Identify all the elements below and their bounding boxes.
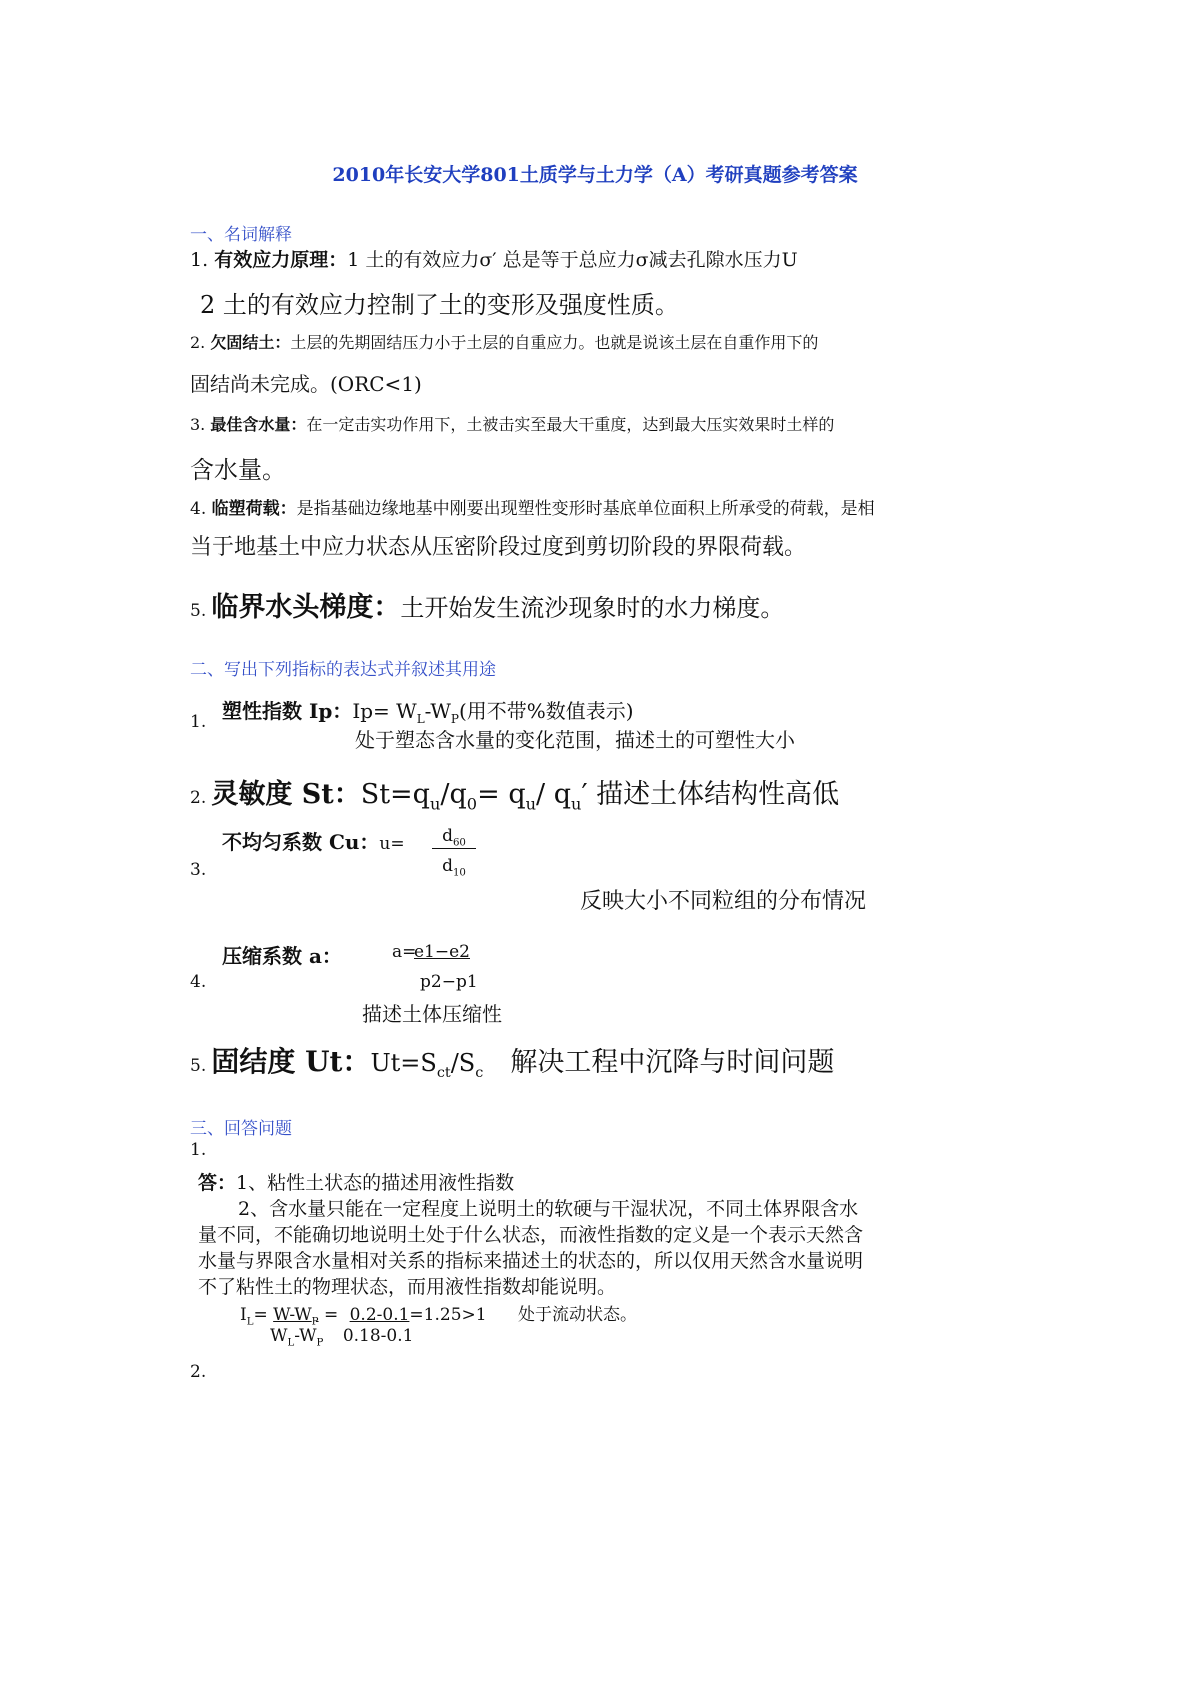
question-2-number: 2. [190,1362,207,1382]
answer-line-3: 量不同，不能确切地说明土处于什么状态，而液性指数的定义是一个表示天然含 [198,1224,864,1246]
item-number: 5. [190,1056,207,1076]
answer-line-4: 水量与界限含水量相对关系的指标来描述土的状态的，所以仅用天然含水量说明 [198,1250,864,1272]
definition: 在一定击实功作用下，土被击实至最大干重度，达到最大压实效果时土样的 [306,415,835,434]
section-1-heading: 一、名词解释 [190,225,292,245]
s1-item-2-line-1 [190,330,818,353]
answer-line-5: 不了粘性土的物理状态，而用液性指数却能说明。 [198,1276,617,1298]
definition: 是指基础边缘地基中刚要出现塑性变形时基底单位面积上所承受的荷载，是相 [296,499,875,519]
cu-numerator: $d_{60}$ [432,826,476,849]
item-number: 5. [190,601,207,621]
term: 固结度 Ut： [211,1045,371,1078]
s1-item-3-line-2: 含水量。 [190,456,286,484]
s2-item-3-formula: 不均匀系数 Cu：u= [222,830,405,854]
section-2-heading: 二、写出下列指标的表达式并叙述其用途 [190,660,496,680]
s2-item-1-formula: 塑性指数 Ip：$Ip= W_L-W_P$(用不带%数值表示) [222,699,634,726]
s1-item-5 [190,585,784,624]
s1-item-4-line-1 [190,494,875,519]
definition: 土层的先期固结压力小于土层的自重应力。也就是说该土层在自重作用下的 [290,333,819,352]
liquidity-formula-denominators: $W_L-W_P$ 0.18-0.1 [270,1326,414,1349]
s1-item-1-line-1 [190,245,798,272]
s1-item-1-line-2: 2 土的有效应力控制了土的变形及强度性质。 [200,291,679,319]
s2-item-1-number: 1. [190,712,207,732]
answer-line-2: 2、含水量只能在一定程度上说明土的软硬与干湿状况，不同土体界限含水 [238,1198,859,1220]
term: 塑性指数 Ip： [222,699,353,723]
section-3-heading: 三、回答问题 [190,1119,292,1139]
term: 灵敏度 St： [211,779,361,810]
item-number: 2. [190,333,206,352]
item-number: 1. [190,249,209,271]
term: 欠固结土： [210,333,291,352]
term: 压缩系数 a： [222,944,342,968]
page-title: 2010年长安大学801土质学与土力学（A）考研真题参考答案 [332,164,858,186]
term: 临界水头梯度： [211,592,401,623]
term: 不均匀系数 Cu： [222,830,380,854]
s2-item-3-number: 3. [190,860,207,880]
question-1-number: 1. [190,1140,207,1160]
compression-formula-prefix: a= [392,942,417,962]
cu-denominator: $d_{10}$ [442,856,466,879]
item-number: 4. [190,499,207,519]
definition: 1 土的有效应力σ′ 总是等于总应力σ减去孔隙水压力U [347,249,798,271]
s2-item-4-number: 4. [190,972,207,992]
term: 最佳含水量： [210,415,307,434]
term: 临塑荷载： [211,499,297,519]
compression-numerator: e1−e2 [414,942,470,962]
s2-item-5 [190,1040,834,1081]
item-number: 3. [190,415,206,434]
item-number: 2. [190,788,207,808]
answer-label: 答： [198,1172,237,1194]
compression-denominator: p2−p1 [420,972,478,992]
definition: 土开始发生流沙现象时的水力梯度。 [400,594,785,622]
description: 解决工程中沉降与时间问题 [510,1047,835,1078]
s1-item-2-line-2: 固结尚未完成。(ORC<1) [190,372,422,396]
formula: $Ut=S_{ct}/S_c$ [370,1049,484,1081]
s2-item-1-description: 处于塑态含水量的变化范围，描述土的可塑性大小 [355,728,795,752]
formula: $St=q_u/q_0= q_u/$ $q_u'$ 描述土体结构性高低 [360,779,840,814]
liquidity-formula: $I_L= W-W_P = 0.2-0.1=1.25>1$ 处于流动状态。 [240,1305,637,1328]
s2-item-4-description: 描述土体压缩性 [362,1002,502,1026]
s1-item-4-line-2: 当于地基土中应力状态从压密阶段过度到剪切阶段的界限荷载。 [190,535,807,560]
s2-item-2 [190,772,839,813]
answer-line-1: 答：1、粘性土状态的描述用液性指数 [198,1172,515,1194]
s1-item-3-line-1 [190,412,834,435]
term: 有效应力原理： [214,249,348,271]
s2-item-4-formula [222,940,342,969]
s2-item-3-description: 反映大小不同粒组的分布情况 [580,889,867,914]
